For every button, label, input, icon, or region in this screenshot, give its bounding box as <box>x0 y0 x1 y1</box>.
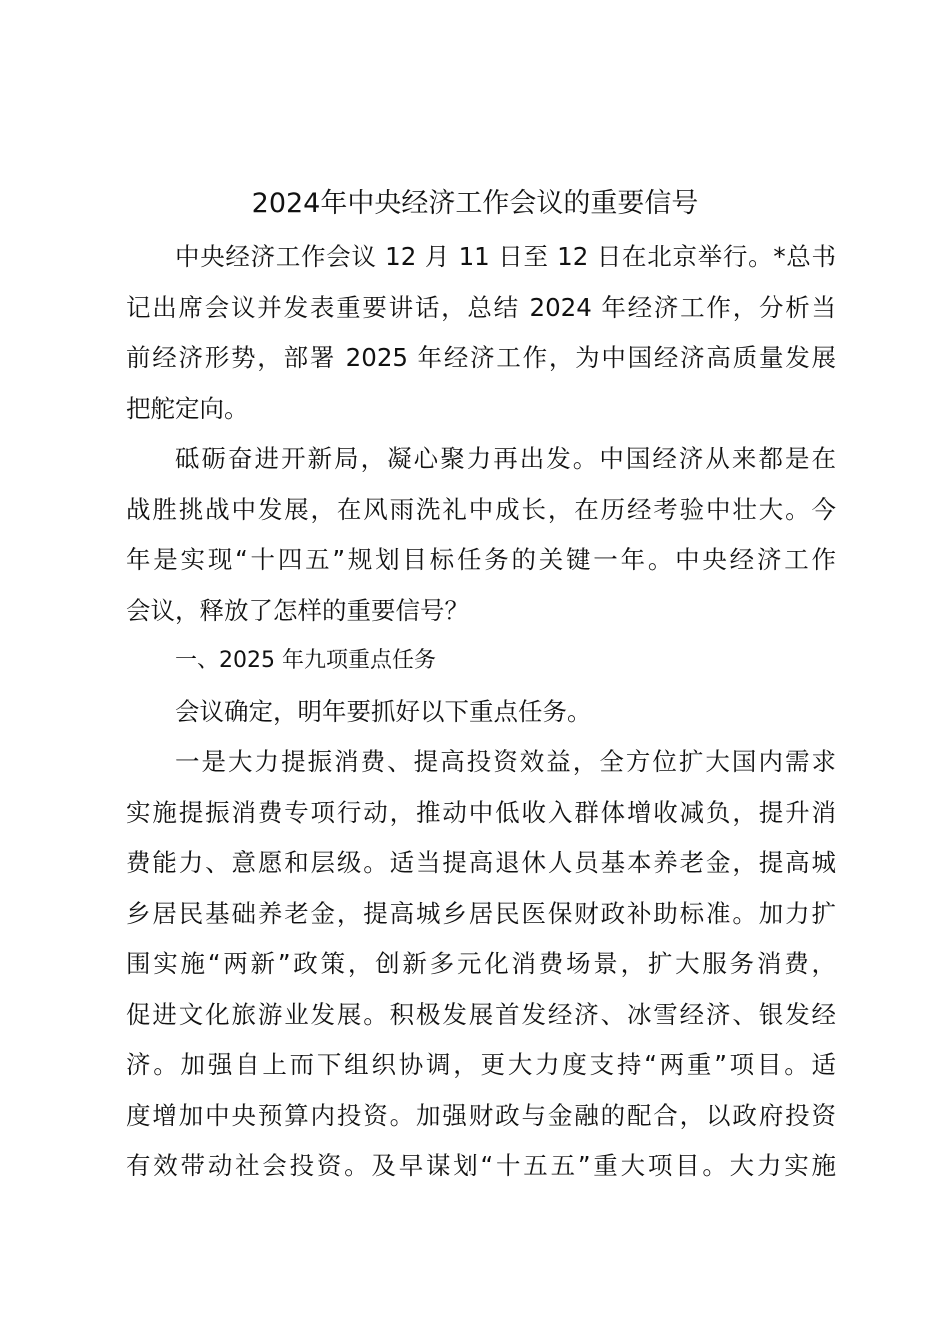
text-line: 战胜挑战中发展，在风雨洗礼中成长，在历经考验中壮大。今 <box>126 494 836 524</box>
text-line: 围实施“两新”政策，创新多元化消费场景，扩大服务消费， <box>126 949 836 978</box>
text-line: 度增加中央预算内投资。加强财政与金融的配合，以政府投资 <box>126 1100 836 1130</box>
text-line: 有效带动社会投资。及早谋划“十五五”重大项目。大力实施 <box>126 1151 836 1180</box>
text-line: 促进文化旅游业发展。积极发展首发经济、冰雪经济、银发经 <box>126 999 836 1029</box>
paragraph-tasks-intro <box>126 687 836 738</box>
paragraph-intro <box>126 232 836 434</box>
text-line: 济。加强自上而下组织协调，更大力度支持“两重”项目。适 <box>126 1050 836 1079</box>
section-heading <box>126 636 836 687</box>
text-line: 乡居民基础养老金，提高城乡居民医保财政补助标准。加力扩 <box>126 898 836 928</box>
text-line: 把舵定向。 <box>126 393 249 423</box>
text-line: 费能力、意愿和层级。适当提高退休人员基本养老金，提高城 <box>126 848 836 877</box>
paragraph-context <box>126 434 836 636</box>
text-line: 实施提振消费专项行动，推动中低收入群体增收减负，提升消 <box>126 797 836 827</box>
text-line: 砥砺奋进开新局，凝心聚力再出发。中国经济从来都是在 <box>175 444 836 473</box>
text-line: 会议，释放了怎样的重要信号？ <box>126 595 469 625</box>
text-line: 记出席会议并发表重要讲话，总结 2024 年经济工作，分析当 <box>126 292 836 322</box>
text-line: 一是大力提振消费、提高投资效益，全方位扩大国内需求 <box>175 747 836 776</box>
document-title: 2024年中央经济工作会议的重要信号 <box>251 188 699 219</box>
document-body <box>126 232 836 1192</box>
text-line: 前经济形势，部署 2025 年经济工作，为中国经济高质量发展 <box>126 343 836 372</box>
text-line: 年是实现“十四五”规划目标任务的关键一年。中央经济工作 <box>126 545 836 574</box>
text-line: 中央经济工作会议 12 月 11 日至 12 日在北京举行。*总书 <box>175 242 836 271</box>
paragraph-task-one <box>126 737 836 1192</box>
text-line: 会议确定，明年要抓好以下重点任务。 <box>175 696 592 726</box>
section-heading-text: 一、2025 年九项重点任务 <box>175 648 436 673</box>
